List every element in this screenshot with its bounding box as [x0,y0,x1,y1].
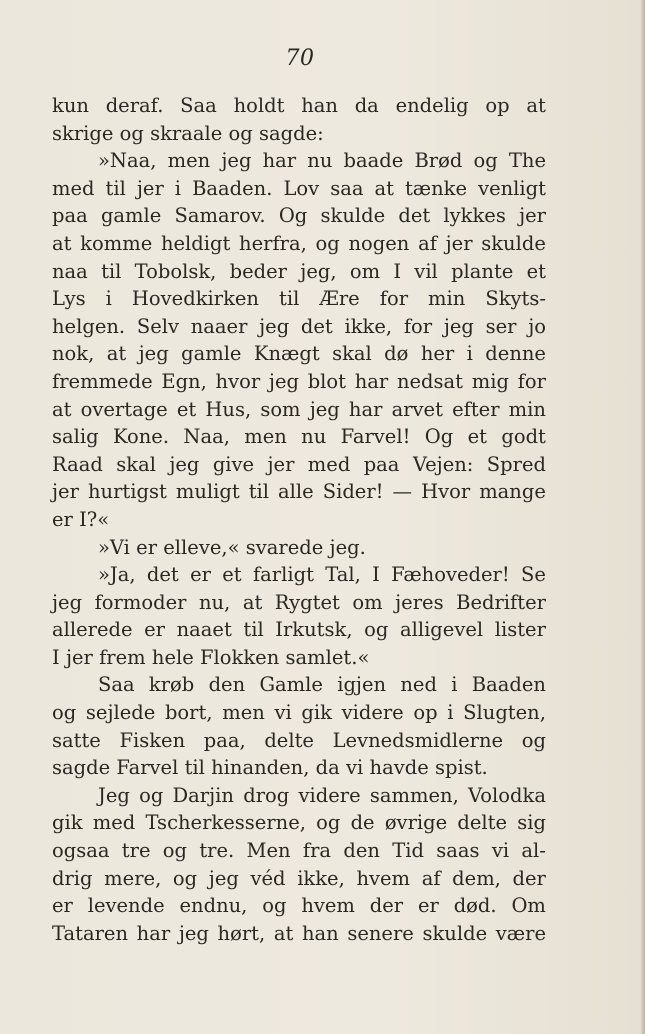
word: ned [400,673,437,697]
word: Selv [136,314,179,338]
word: jeg [268,369,299,393]
word: et [467,425,487,449]
word: hørt, [217,921,266,945]
word: al- [521,839,546,863]
word: tænke [404,176,468,200]
word: drig [52,866,93,890]
word: venligt [478,176,546,200]
word: nu [307,149,333,173]
word: nogen [348,231,410,255]
word: i [451,673,458,697]
word: for [403,314,433,338]
word: er [52,507,73,531]
word: Naa, [183,425,230,449]
word: og [162,839,188,863]
word: delte [264,728,314,752]
word: sammen, [369,783,459,807]
word: levende [87,894,165,918]
word: paa [363,452,400,476]
word: er [136,535,158,559]
word: tre [121,839,151,863]
word: Jeg [98,783,130,807]
text-line [52,340,546,368]
text-line [52,396,546,424]
word: Baaden. [192,176,273,200]
word: alligevel [399,618,484,642]
word: der [512,866,546,890]
text-line [52,589,546,617]
word: Brød [414,149,463,173]
word: af [421,866,441,890]
word: farligt [252,563,314,587]
word: svarede [245,535,324,559]
word: til [243,618,264,642]
word: Knægt [253,342,320,366]
word: Hus, [205,397,252,421]
word: et [176,397,197,421]
word: senere [347,921,414,945]
word: hele [151,645,194,669]
word: at [52,397,72,421]
word: mere, [104,866,162,890]
word: salig [52,425,99,449]
text-line [52,699,546,727]
word: for [379,287,409,311]
text-line [52,451,546,479]
word: er [417,894,439,918]
text-line [52,892,546,920]
word: og [262,894,287,918]
word: lykkes [443,204,506,228]
word: Spred [486,452,546,476]
word: Rygtet [274,590,340,614]
word: »Ja, [98,563,136,587]
word: Sider! [322,480,384,504]
text-line [52,534,546,562]
word: nedsat [396,369,464,393]
word: jo [528,314,546,338]
word: da [354,94,379,117]
word: I [393,259,402,283]
page-edge [641,0,645,1034]
word: Saa [98,673,135,697]
word: skal [116,452,156,476]
text-line [52,258,546,286]
text-line [52,671,546,699]
word: lister [494,618,546,642]
word: Raad [52,452,103,476]
word: og [119,121,144,145]
word: Samarov. [174,204,266,228]
word: i [105,287,112,311]
text-line [52,202,546,230]
word: gik [301,701,332,725]
word: holdt [233,94,285,117]
text-line [52,175,546,203]
word: Kone. [112,425,170,449]
word: Tid [392,839,424,863]
word: denne [485,342,546,366]
text-line [52,754,546,782]
word: der [369,894,404,918]
word: være [495,921,546,945]
word: som [260,397,301,421]
word: vil [414,259,438,283]
word: endelig [395,94,469,117]
word: mig [471,369,509,393]
word: til [101,259,122,283]
word: et [526,259,546,283]
word: skraale [150,121,223,145]
word: Og [424,425,454,449]
word: I [52,645,60,669]
word: men [244,425,287,449]
word: baade [343,149,404,173]
word: hinanden, [211,756,310,780]
word: den [208,673,246,697]
word: i [466,342,473,366]
word: plante [451,259,514,283]
word: Fisken [119,728,186,752]
word: helgen. [52,314,126,338]
word: Baaden [471,673,546,697]
word: Tal, [325,563,361,587]
word: gik [52,811,83,835]
word: fremmede [52,369,153,393]
word: satte [52,728,101,752]
word: jer [519,204,546,228]
word: ser [485,314,517,338]
word: jeg [259,314,290,338]
word: saas [436,839,480,863]
word: skulde [422,921,488,945]
word: den [343,839,380,863]
word: blot [307,369,346,393]
word: Men [246,839,291,863]
word: Flokken [200,645,280,669]
word: i [447,701,454,725]
word: beder [229,259,288,283]
word: at [526,94,546,117]
word: med [52,176,95,200]
word: om [349,259,381,283]
word: havde [369,756,429,780]
text-line [52,120,546,148]
text-line [52,865,546,893]
word: tre. [199,839,235,863]
word: I [372,563,380,587]
word: Vejen: [412,452,474,476]
word: drog [243,783,290,807]
word: i [174,176,182,200]
word: Egn, [161,369,207,393]
word: Saa [180,94,217,117]
word: gamle [100,204,162,228]
word: ikke, [344,314,393,338]
word: alle [278,480,314,504]
word: at [52,231,72,255]
page-number: 70 [285,46,315,71]
word: skulde [320,204,386,228]
word: Slugten, [463,701,546,725]
word: paa, [203,728,246,752]
word: I?« [79,507,110,531]
word: jeg [208,866,239,890]
word: The [508,149,546,173]
word: deraf. [105,94,164,117]
word: videre [298,783,361,807]
word: Levnedsmidlerne [332,728,504,752]
text-line [52,644,546,672]
word: med [92,811,136,835]
word: jeg [52,590,83,614]
word: min [508,397,546,421]
word: — [392,480,413,504]
word: at [106,342,127,366]
word: sagde [52,756,111,780]
text-line [52,230,546,258]
word: og [521,728,546,752]
word: jer [445,231,473,255]
word: sagde: [259,121,324,145]
word: godt [501,425,546,449]
word: dø [384,342,409,366]
word: han [301,921,339,945]
word: Fæhoveder! [391,563,510,587]
text-line [52,147,546,175]
word: at [374,176,394,200]
word: herfra, [239,231,307,255]
word: paa [52,204,88,228]
word: har [354,369,389,393]
text-line [52,837,546,865]
word: og [364,618,389,642]
word: kun [52,94,89,117]
text-line [52,809,546,837]
word: Irkutsk, [275,618,353,642]
word: Volodka [468,783,546,807]
word: og [172,866,198,890]
word: ogsaa [52,839,110,863]
word: videre [341,701,404,725]
word: det [300,314,333,338]
word: Farvel! [340,425,411,449]
word: skrige [52,121,114,145]
word: ikke, [297,866,345,890]
word: Bedrifter [456,590,546,614]
word: hvem [356,866,411,890]
word: til [248,480,270,504]
word: Tscherkesserne, [145,811,306,835]
word: elleve,« [163,535,240,559]
word: allerede [52,618,133,642]
word: delte [457,811,507,835]
word: jeg. [329,535,366,559]
word: vi [274,701,292,725]
word: nok, [52,342,95,366]
word: men [222,701,265,725]
word: dem, [452,866,501,890]
word: Lys [52,287,86,311]
word: jer [52,480,79,504]
word: det [398,204,431,228]
word: Skyts- [485,287,546,311]
word: op [485,94,510,117]
word: jeres [395,590,444,614]
word: formoder [94,590,187,614]
word: naaet [176,618,232,642]
word: om [352,590,383,614]
word: hurtigst [87,480,167,504]
word: med [307,452,351,476]
word: og [139,783,164,807]
word: jeg, [300,259,337,283]
word: Gamle [259,673,323,697]
body-text [52,92,546,947]
word: arvet [391,397,443,421]
word: »Naa, [98,149,157,173]
word: give [212,452,255,476]
word: da [315,756,340,780]
word: »Vi [98,535,130,559]
word: til [184,756,205,780]
word: jeg [138,342,169,366]
word: saa [330,176,364,200]
word: at [273,921,294,945]
word: min [428,287,466,311]
word: Ære [319,287,360,311]
word: bort, [164,701,213,725]
word: skal [332,342,372,366]
word: jer [65,645,93,669]
word: er [190,563,211,587]
text-line [52,616,546,644]
word: har [136,921,171,945]
word: hvor [215,369,261,393]
text-line [52,782,546,810]
word: jeg [169,452,200,476]
text-line [52,285,546,313]
word: fra [302,839,332,863]
word: det [146,563,179,587]
word: for [517,369,546,393]
word: er [52,894,73,918]
word: et [222,563,242,587]
text-line [52,478,546,506]
word: Tataren [52,921,129,945]
word: efter [452,397,500,421]
text-line [52,92,546,120]
word: Tobolsk, [134,259,217,283]
word: og [316,811,341,835]
word: naaer [190,314,248,338]
word: skulde [481,231,546,255]
word: jeg [309,397,340,421]
text-line [52,727,546,755]
word: Se [521,563,546,587]
word: krøb [148,673,195,697]
word: Lov [283,176,320,200]
word: Farvel [116,756,179,780]
word: op [413,701,438,725]
word: spist. [434,756,488,780]
word: overtage [80,397,168,421]
word: og [473,149,498,173]
word: nu [301,425,327,449]
word: til [279,287,300,311]
word: at [242,590,263,614]
word: har [348,397,383,421]
word: vi [346,756,364,780]
word: hvem [301,894,355,918]
word: jeg [221,149,252,173]
word: jeg [178,921,209,945]
word: Hvor [421,480,471,504]
word: og [315,231,340,255]
word: sig [517,811,546,835]
word: mange [479,480,546,504]
word: vi [491,839,510,863]
word: han [301,94,338,117]
word: igjen [337,673,387,697]
text-line [52,313,546,341]
word: Om [511,894,546,918]
text-line [52,506,546,534]
text-line [52,423,546,451]
word: øvrige [384,811,448,835]
word: jer [267,452,295,476]
word: jeg [443,314,474,338]
word: Hovedkirken [131,287,259,311]
word: endnu, [179,894,248,918]
word: og [52,701,77,725]
word: her [420,342,455,366]
word: frem [99,645,146,669]
word: død. [453,894,497,918]
word: naa [52,259,88,283]
text-line [52,561,546,589]
word: nu, [198,590,231,614]
word: heldigt [160,231,231,255]
text-line [52,920,546,948]
word: Darjin [172,783,234,807]
word: er [144,618,165,642]
word: muligt [175,480,240,504]
word: sejlede [85,701,156,725]
text-line [52,368,546,396]
word: komme [80,231,153,255]
word: til [105,176,126,200]
word: af [418,231,437,255]
word: og [228,121,253,145]
word: de [350,811,375,835]
word: men [167,149,211,173]
word: har [262,149,297,173]
word: véd [250,866,286,890]
word: jer [136,176,164,200]
word: samlet.« [285,645,370,669]
word: Og [278,204,308,228]
word: gamle [181,342,242,366]
